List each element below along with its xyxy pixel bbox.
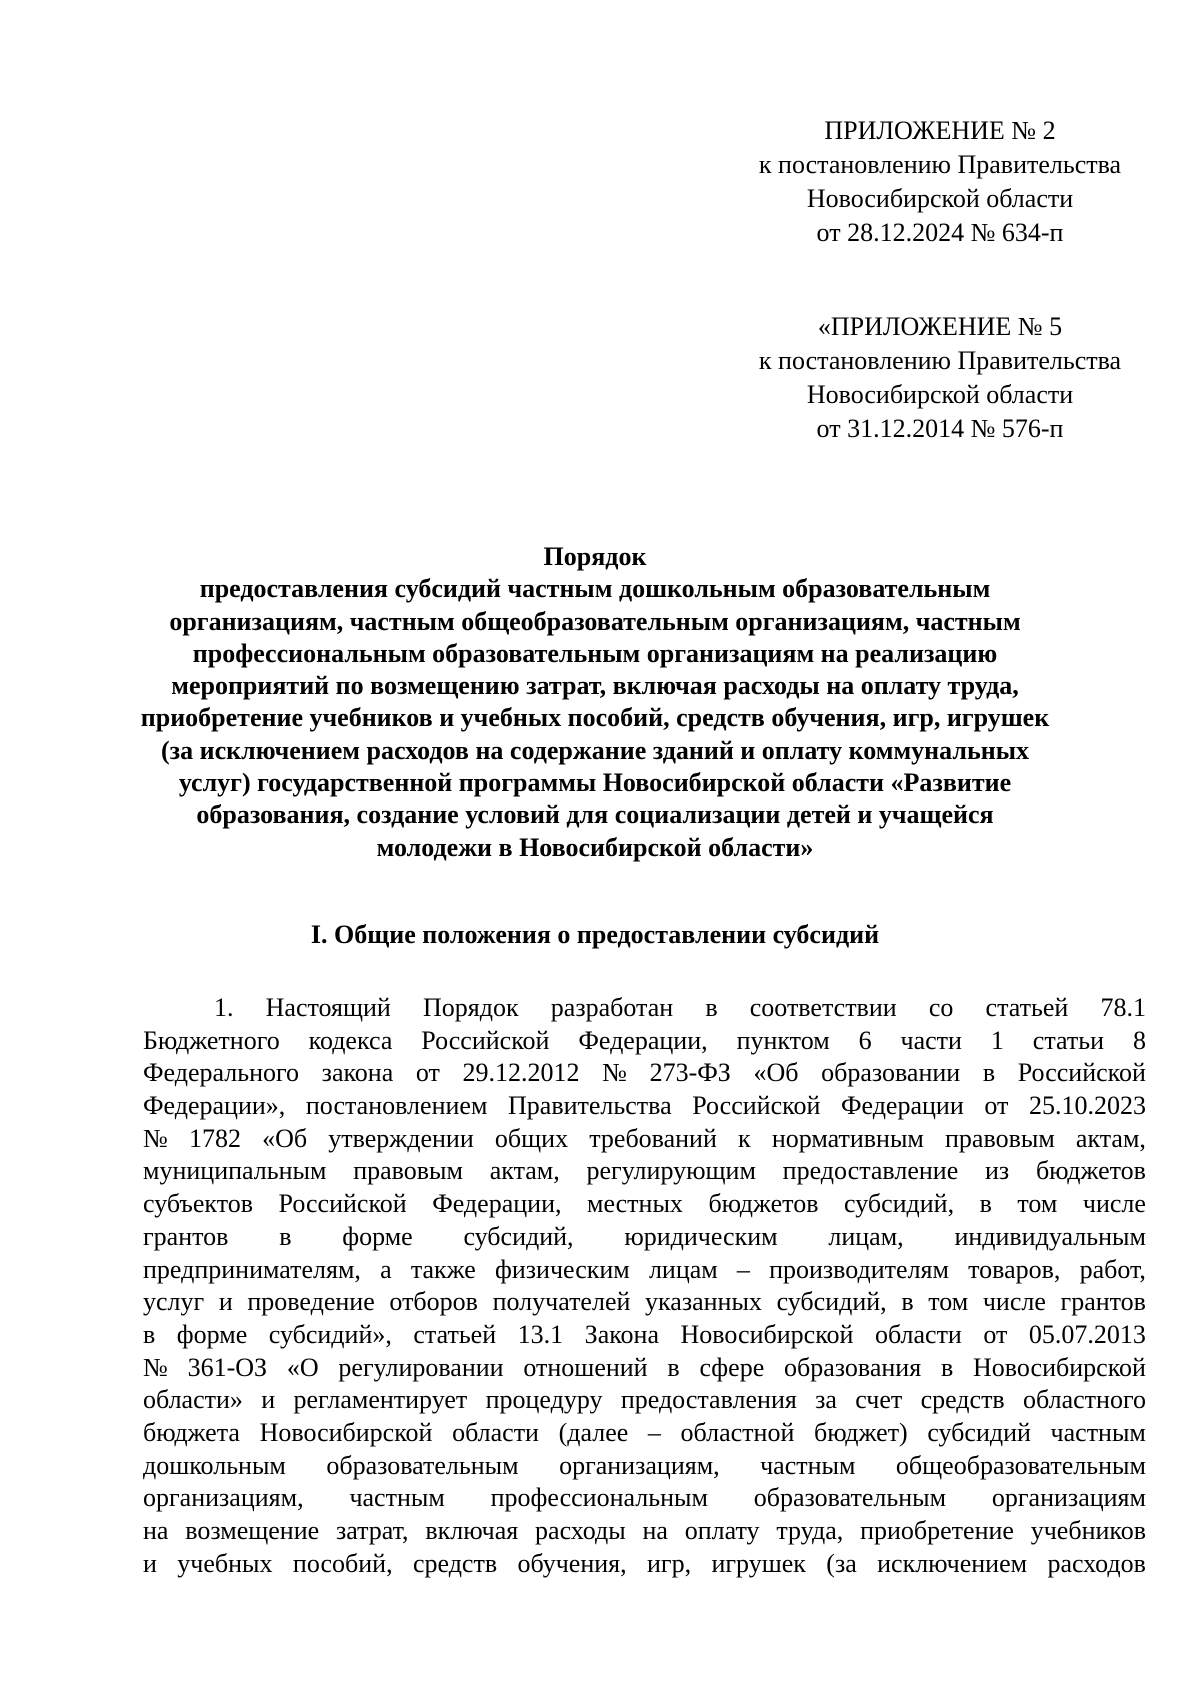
word: муниципальным xyxy=(143,1156,327,1186)
word: оплату xyxy=(684,1516,760,1545)
word: № xyxy=(143,1123,168,1153)
paragraph-line xyxy=(143,1188,1146,1221)
word: индивидуальным xyxy=(954,1221,1146,1251)
word: бюджет) xyxy=(813,1417,908,1447)
paragraph-line xyxy=(143,992,1146,1025)
word: форме xyxy=(342,1221,413,1251)
document-title xyxy=(130,541,1060,864)
word: профессиональным xyxy=(490,1483,708,1513)
word: № xyxy=(602,1058,627,1088)
word: статьей xyxy=(413,1319,497,1349)
word: субъектов xyxy=(143,1189,254,1219)
word: 13.1 xyxy=(517,1319,564,1349)
word: бюджетов xyxy=(708,1189,819,1219)
word: возмещение xyxy=(185,1516,320,1545)
title-line: профессиональным образовательным организациям на реализацию xyxy=(192,638,998,668)
word: Настоящий xyxy=(265,993,391,1022)
word: «Об xyxy=(753,1058,799,1088)
word: Новосибирской xyxy=(259,1417,433,1447)
word: образовательным xyxy=(326,1450,519,1480)
title-line: приобретение учебников и учебных пособий, средств обучения, игр, игрушек xyxy=(140,703,1050,733)
word: пособий, xyxy=(292,1548,393,1578)
word: от xyxy=(415,1058,440,1088)
word: от xyxy=(983,1319,1008,1349)
word: приобретение xyxy=(860,1516,1014,1545)
word: Российской xyxy=(278,1189,407,1219)
paragraph-line xyxy=(143,1155,1146,1188)
section-heading: I. Общие положения о предоставлении субсидий xyxy=(310,920,880,949)
appendix-line: от 28.12.2024 № 634-п xyxy=(816,218,1064,247)
word: 1 xyxy=(990,1025,1004,1055)
word: отношений xyxy=(523,1352,648,1382)
word: «Об xyxy=(262,1123,308,1153)
title-line: Порядок xyxy=(543,542,647,571)
word: указанных xyxy=(645,1287,762,1317)
word: Новосибирской xyxy=(973,1352,1146,1382)
word: актам, xyxy=(489,1156,560,1186)
word: субсидий xyxy=(927,1417,1031,1447)
word: учебников xyxy=(1030,1516,1146,1545)
word: (за xyxy=(826,1548,857,1578)
word: в xyxy=(982,1058,996,1088)
title-line: услуг) государственной программы Новосибирской области «Развитие xyxy=(178,768,1012,798)
word: субсидий, xyxy=(463,1221,574,1251)
word: от xyxy=(984,1091,1009,1121)
word: области xyxy=(452,1417,539,1447)
word: 78.1 xyxy=(1100,993,1146,1022)
paragraph-line xyxy=(143,1417,1146,1450)
word: работ, xyxy=(1079,1254,1146,1284)
word: статьей xyxy=(985,993,1069,1022)
word: субсидий», xyxy=(268,1319,392,1349)
paragraph-line xyxy=(143,1254,1146,1287)
word: частным xyxy=(1050,1417,1146,1447)
paragraph-line xyxy=(143,1286,1146,1319)
word: форме xyxy=(176,1319,248,1349)
word: учебных xyxy=(177,1548,273,1578)
word: образовательным xyxy=(753,1483,947,1513)
word: Федерации xyxy=(840,1091,964,1121)
word: физическим xyxy=(495,1254,630,1284)
paragraph-line xyxy=(143,1450,1146,1483)
paragraph-line xyxy=(143,1090,1146,1123)
word: лицам, xyxy=(828,1221,904,1251)
title-line: предоставления субсидий частным дошкольным образовательным xyxy=(199,574,991,604)
word: в xyxy=(279,1221,292,1251)
word: правовым xyxy=(353,1156,463,1186)
word: Новосибирской xyxy=(680,1319,854,1349)
word: исключением xyxy=(877,1548,1028,1578)
word: предпринимателям, xyxy=(143,1254,361,1284)
word: правовым xyxy=(945,1123,1055,1153)
word: лицам xyxy=(648,1254,718,1284)
word: Российской xyxy=(1017,1058,1146,1088)
word: а xyxy=(380,1254,392,1284)
word: средств xyxy=(920,1385,1005,1415)
word: в xyxy=(705,993,718,1022)
paragraph-line xyxy=(143,1123,1146,1156)
word: субсидий, xyxy=(844,1189,955,1219)
word: предоставления xyxy=(620,1385,797,1415)
word: областного xyxy=(1023,1385,1146,1415)
word: сфере xyxy=(699,1352,765,1382)
word: расходы xyxy=(535,1516,626,1545)
word: Федерации», xyxy=(143,1091,286,1121)
word: 8 xyxy=(1132,1025,1146,1055)
word: к xyxy=(738,1123,751,1153)
word: товаров, xyxy=(968,1254,1061,1284)
paragraph-line xyxy=(143,1515,1146,1548)
word: за xyxy=(815,1385,837,1415)
word: процедуру xyxy=(485,1385,603,1415)
paragraph-line xyxy=(143,1352,1146,1385)
paragraph-1 xyxy=(143,992,1146,1580)
word: также xyxy=(410,1254,476,1284)
word: регламентирует xyxy=(293,1385,468,1415)
word: на xyxy=(143,1516,169,1545)
word: требований xyxy=(589,1123,717,1153)
word: Закона xyxy=(584,1319,660,1349)
word: организациям, xyxy=(143,1483,304,1513)
word: числе xyxy=(982,1287,1046,1317)
paragraph-line xyxy=(143,1057,1146,1090)
word: части xyxy=(900,1025,962,1055)
word: нормативным xyxy=(771,1123,924,1153)
word: области» xyxy=(143,1385,243,1415)
word: общеобразовательным xyxy=(895,1450,1146,1480)
word: области xyxy=(874,1319,962,1349)
word: 6 xyxy=(858,1025,872,1055)
word: образования xyxy=(784,1352,922,1382)
appendix-line: Новосибирской области xyxy=(806,380,1074,409)
appendix-line: к постановлению Правительства xyxy=(758,150,1122,179)
word: регулирующим xyxy=(586,1156,756,1186)
word: числе xyxy=(1082,1189,1146,1219)
word: затрат, xyxy=(335,1516,409,1545)
word: частным xyxy=(760,1450,856,1480)
word: в xyxy=(143,1319,156,1349)
word: и xyxy=(261,1385,276,1415)
word: со xyxy=(928,993,954,1022)
word: в xyxy=(667,1352,680,1382)
word: организациям, xyxy=(559,1450,720,1480)
word: регулировании xyxy=(338,1352,504,1382)
word: соответствии xyxy=(749,993,897,1022)
word: грантов xyxy=(143,1221,229,1251)
paragraph-line xyxy=(143,1221,1146,1254)
word: расходов xyxy=(1047,1548,1146,1578)
paragraph-line xyxy=(143,1025,1146,1058)
appendix-header-current xyxy=(740,114,1140,250)
title-line: образования, создание условий для социализации детей и учащейся xyxy=(196,800,994,830)
word: (далее xyxy=(558,1417,629,1447)
word: Федерации, xyxy=(578,1025,708,1055)
word: областной xyxy=(680,1417,795,1447)
word: местных xyxy=(587,1189,683,1219)
word: разработан xyxy=(550,993,674,1022)
word: проведение xyxy=(247,1287,375,1317)
word: 25.10.2023 xyxy=(1028,1091,1146,1121)
word: в xyxy=(940,1352,954,1382)
word: включая xyxy=(425,1516,519,1545)
paragraph-line xyxy=(143,1548,1146,1581)
word: в xyxy=(901,1287,914,1317)
word: общих xyxy=(494,1123,569,1153)
title-line: мероприятий по возмещению затрат, включая расходы на оплату труда, xyxy=(171,671,1019,701)
word: игрушек xyxy=(711,1548,806,1578)
word: производителям xyxy=(769,1254,949,1284)
word: актам, xyxy=(1075,1123,1146,1153)
word: образовании xyxy=(821,1058,961,1088)
word: обучения, xyxy=(517,1548,627,1578)
title-line: молодежи в Новосибирской области» xyxy=(376,832,814,862)
word: статьи xyxy=(1032,1025,1105,1055)
word: бюджета xyxy=(143,1417,240,1447)
word: том xyxy=(1017,1189,1058,1219)
word: юридическим xyxy=(624,1221,778,1251)
word: утверждении xyxy=(328,1123,474,1153)
word: Порядок xyxy=(423,993,519,1022)
word: Федерации, xyxy=(432,1189,562,1219)
word: № xyxy=(143,1352,168,1382)
word: 05.07.2013 xyxy=(1028,1319,1146,1349)
title-line: (за исключением расходов на содержание зданий и оплату коммунальных xyxy=(161,735,1029,765)
word: услуг xyxy=(143,1287,205,1317)
word: 361-ОЗ xyxy=(187,1352,268,1382)
appendix-line: Новосибирской области xyxy=(806,184,1074,213)
word: и xyxy=(218,1287,233,1317)
word: 273-ФЗ xyxy=(649,1058,731,1088)
word: игр, xyxy=(647,1548,692,1578)
appendix-line: «ПРИЛОЖЕНИЕ № 5 xyxy=(817,312,1063,341)
word: Федерального xyxy=(143,1058,300,1088)
word: – xyxy=(736,1254,750,1284)
word: в xyxy=(979,1189,992,1219)
word: из xyxy=(985,1156,1010,1186)
word: Правительства xyxy=(508,1091,672,1121)
word: закона xyxy=(321,1058,394,1088)
word: Российской xyxy=(421,1025,550,1055)
word: – xyxy=(647,1417,661,1447)
word: отборов xyxy=(389,1287,478,1317)
word: организациям xyxy=(991,1483,1146,1513)
paragraph-line xyxy=(143,1482,1146,1515)
word: частным xyxy=(349,1483,445,1513)
word: постановлением xyxy=(305,1091,488,1121)
word: кодекса xyxy=(308,1025,393,1055)
word: дошкольным xyxy=(143,1450,286,1480)
word: 1. xyxy=(214,993,234,1022)
word: бюджетов xyxy=(1035,1156,1146,1186)
word: Российской xyxy=(692,1091,821,1121)
word: пунктом xyxy=(736,1025,830,1055)
word: Бюджетного xyxy=(143,1025,280,1055)
appendix-line: к постановлению Правительства xyxy=(758,346,1122,375)
word: 1782 xyxy=(188,1123,241,1153)
appendix-line: от 31.12.2014 № 576-п xyxy=(816,414,1064,443)
paragraph-line xyxy=(143,1384,1146,1417)
word: «О xyxy=(286,1352,319,1382)
word: счет xyxy=(855,1385,903,1415)
word: труда, xyxy=(776,1516,844,1545)
word: том xyxy=(928,1287,969,1317)
word: предоставление xyxy=(782,1156,959,1186)
appendix-header-original xyxy=(740,310,1140,446)
word: получателей xyxy=(492,1287,631,1317)
paragraph-line xyxy=(143,1319,1146,1352)
word: средств xyxy=(412,1548,498,1578)
word: 29.12.2012 xyxy=(462,1058,580,1088)
appendix-line: ПРИЛОЖЕНИЕ № 2 xyxy=(824,116,1056,145)
title-line: организациям, частным общеобразовательным организациям, частным xyxy=(169,606,1021,636)
word: субсидий, xyxy=(776,1287,887,1317)
word: на xyxy=(642,1516,668,1545)
word: грантов xyxy=(1060,1287,1146,1317)
word: и xyxy=(143,1548,157,1578)
